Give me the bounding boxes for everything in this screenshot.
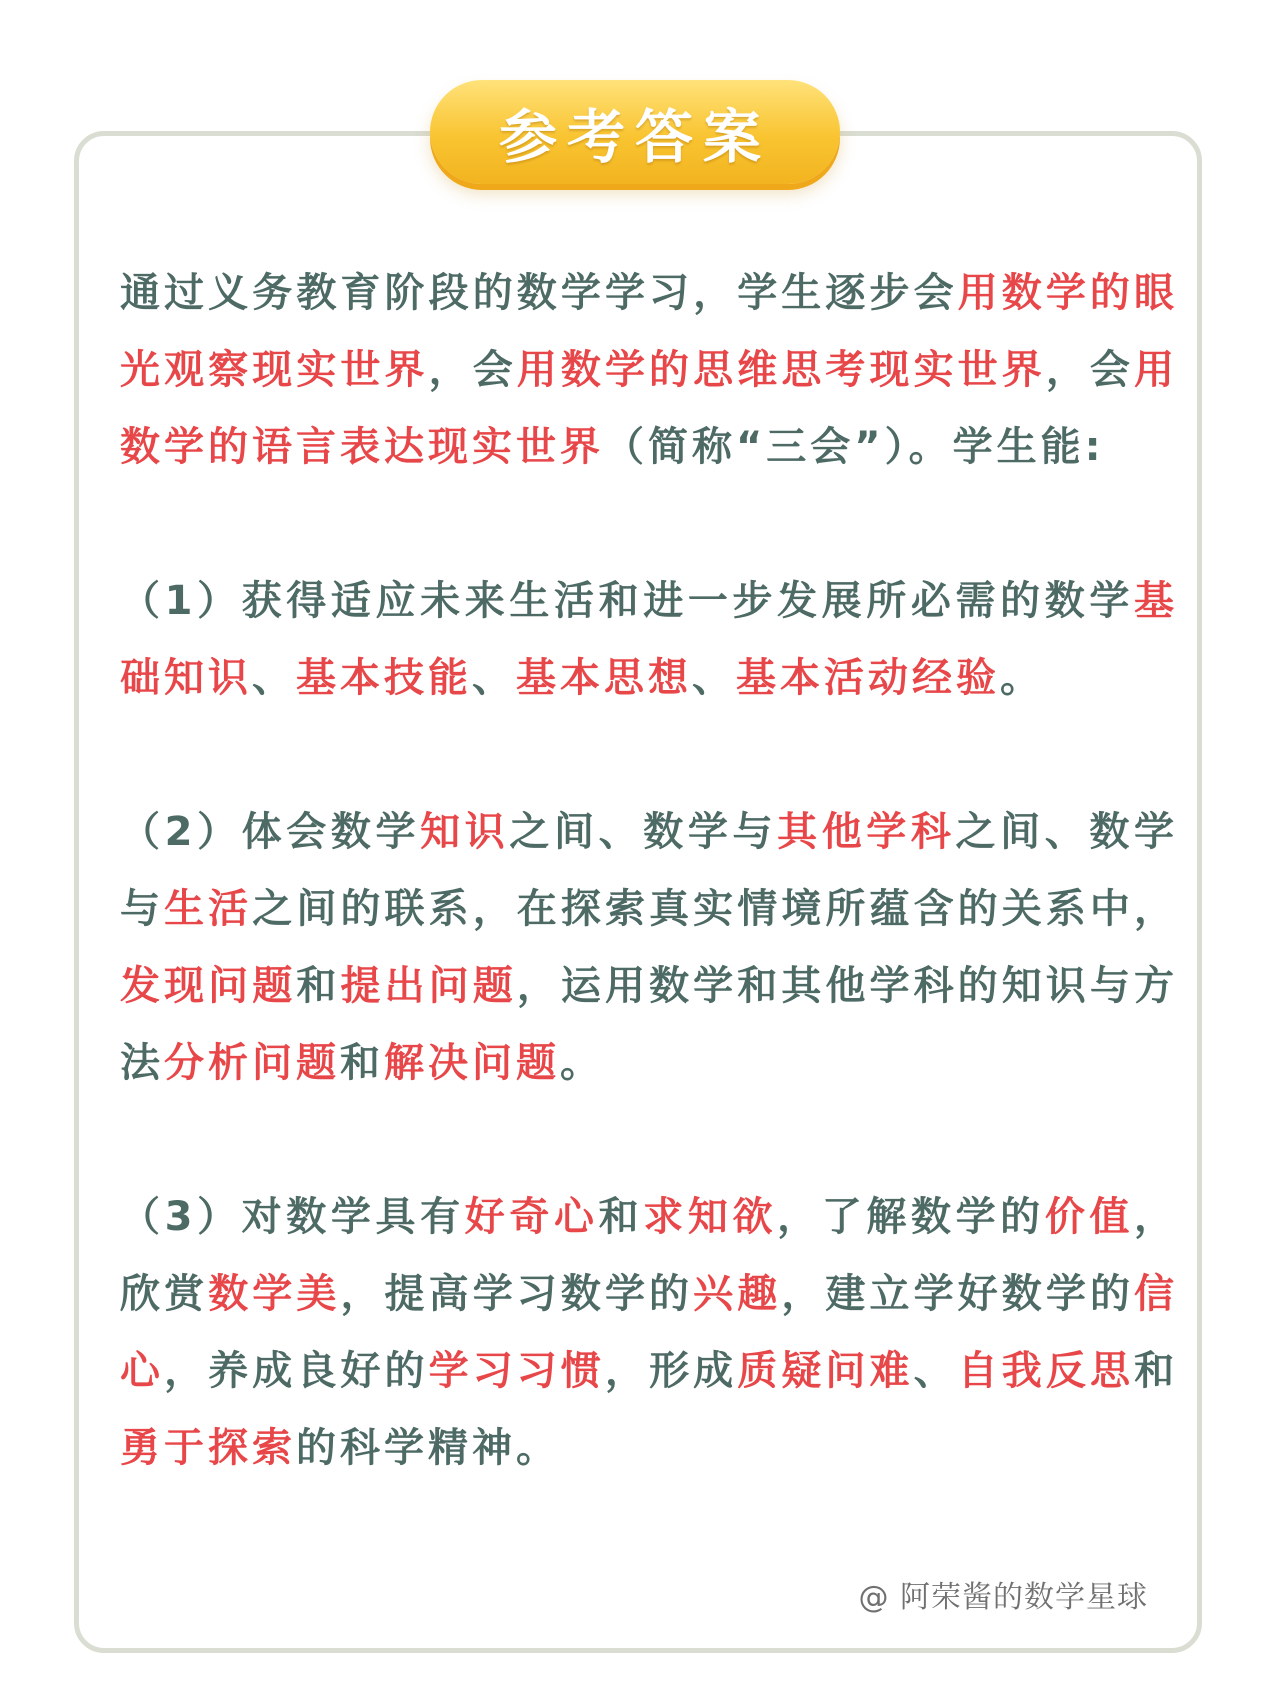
text-segment: ，会 [428, 347, 517, 393]
highlight-segment: 数学美 [208, 1271, 341, 1317]
answer-content [120, 255, 1178, 1487]
text-segment: 、 [692, 655, 736, 701]
text-segment: ，建立学好数学的 [781, 1271, 1135, 1317]
text-segment: 之间、数学与 [120, 809, 1179, 932]
text-segment: 。 [1000, 655, 1044, 701]
highlight-segment: 用数学的思维思考现实世界 [516, 347, 1046, 393]
text-segment: （1）获得适应未来生活和进一步发展所必需的数学 [120, 578, 1134, 624]
text-segment: 的科学精神。 [296, 1425, 560, 1471]
highlight-segment: 勇于探索 [120, 1425, 296, 1471]
highlight-segment: 解决问题 [384, 1040, 560, 1086]
highlight-segment: 价值 [1044, 1194, 1135, 1240]
text-segment: ，提高学习数学的 [340, 1271, 694, 1317]
text-segment: 。 [560, 1040, 604, 1086]
text-segment: ，运用数学和其他学科的知识与方法 [120, 963, 1179, 1086]
highlight-segment: 学习习惯 [428, 1348, 605, 1394]
highlight-segment: 用数学的眼光观察现实世界 [120, 270, 1179, 393]
text-segment: ，欣赏 [120, 1194, 1179, 1317]
highlight-segment: 生活 [164, 886, 253, 932]
highlight-segment: 用数学的语言表达现实世界 [120, 347, 1179, 470]
page-title: 参考答案 [498, 103, 771, 171]
item-1-paragraph [120, 563, 1178, 717]
highlight-segment: 兴趣 [693, 1271, 782, 1317]
text-segment: 之间、数学与 [509, 809, 778, 855]
text-segment: （2）体会数学 [120, 809, 421, 855]
highlight-segment: 分析问题 [164, 1040, 340, 1086]
highlight-segment: 发现问题 [120, 963, 297, 1009]
highlight-segment: 好奇心 [464, 1194, 599, 1240]
highlight-segment: 基本活动经验 [736, 655, 1000, 701]
item-2-paragraph [120, 794, 1178, 1102]
highlight-segment: 基本思想 [516, 655, 692, 701]
highlight-segment: 信心 [120, 1271, 1179, 1394]
text-segment: 和 [598, 1194, 644, 1240]
text-segment: ，形成 [604, 1348, 738, 1394]
text-segment: ，了解数学的 [777, 1194, 1045, 1240]
text-segment: 和 [1134, 1348, 1179, 1394]
highlight-segment: 质疑问难 [737, 1348, 914, 1394]
item-3-paragraph [120, 1179, 1178, 1487]
highlight-segment: 求知欲 [643, 1194, 778, 1240]
text-segment: 、 [913, 1348, 958, 1394]
text-segment: 之间的联系，在探索真实情境所蕴含的关系中， [252, 886, 1179, 932]
title-badge [430, 80, 840, 184]
author-watermark: @ 阿荣酱的数学星球 [858, 1580, 1148, 1615]
text-segment: （简称“三会”）。学生能: [604, 424, 1105, 470]
highlight-segment: 提出问题 [340, 963, 517, 1009]
text-segment: ，会 [1045, 347, 1135, 393]
text-segment: （3）对数学具有 [120, 1194, 465, 1240]
highlight-segment: 知识 [420, 809, 510, 855]
highlight-segment: 其他学科 [777, 809, 956, 855]
text-segment: 通过义务教育阶段的数学学习，学生逐步会 [120, 270, 958, 316]
highlight-segment: 基本技能 [296, 655, 472, 701]
text-segment: 、 [252, 655, 296, 701]
intro-paragraph [120, 255, 1178, 486]
highlight-segment: 自我反思 [957, 1348, 1135, 1394]
text-segment: 和 [296, 963, 341, 1009]
text-segment: ，养成良好的 [164, 1348, 429, 1394]
text-segment: 、 [472, 655, 516, 701]
text-segment: 和 [340, 1040, 384, 1086]
highlight-segment: 基础知识 [120, 578, 1178, 701]
